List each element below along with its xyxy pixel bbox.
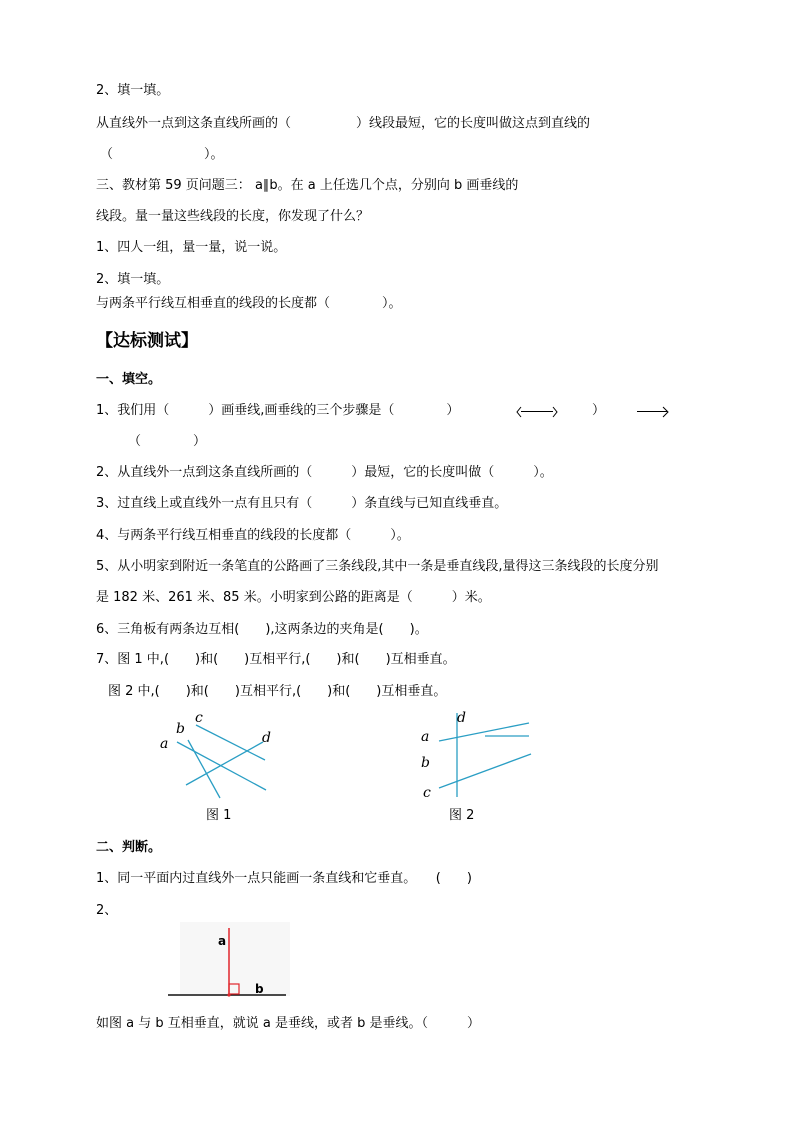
fig1-label-d: d xyxy=(262,730,271,746)
fig1-label-c: c xyxy=(195,710,203,726)
fig3-label-a: a xyxy=(218,934,227,948)
right-arrow-icon xyxy=(637,411,667,412)
judge-2: 2、 xyxy=(96,903,118,918)
figure-3-background xyxy=(180,922,290,996)
section-fill: 一、填空。 xyxy=(96,372,162,387)
question-3: 3、过直线上或直线外一点有且只有（ ）条直线与已知直线垂直。 xyxy=(96,496,508,511)
question-5-cont: 是 182 米、261 米、85 米。小明家到公路的距离是（ ）米。 xyxy=(96,590,491,605)
fig3-label-b: b xyxy=(255,982,264,996)
fig2-label-b: b xyxy=(421,755,430,771)
judge-1: 1、同一平面内过直线外一点只能画一条直线和它垂直。 ( ) xyxy=(96,871,472,886)
question-4: 4、与两条平行线互相垂直的线段的长度都（ ）。 xyxy=(96,528,410,543)
figure-1-caption: 图 1 xyxy=(206,808,232,823)
text-line: 与两条平行线互相垂直的线段的长度都（ ）。 xyxy=(96,296,402,311)
fig1-line-c xyxy=(196,725,265,760)
question-2: 2、从直线外一点到这条直线所画的（ ）最短，它的长度叫做（ ）。 xyxy=(96,465,553,480)
figure-2 xyxy=(415,705,545,805)
figure-3 xyxy=(160,922,300,1002)
judge-2-text: 如图 a 与 b 互相垂直，就说 a 是垂线，或者 b 是垂线。（ ） xyxy=(96,1016,480,1031)
question-1: 1、我们用（ ）画垂线,画垂线的三个步骤是（ ） xyxy=(96,403,460,418)
figure-2-caption: 图 2 xyxy=(449,808,475,823)
question-5: 5、从小明家到附近一条笔直的公路画了三条线段,其中一条是垂直线段,量得这三条线段的长度分别 xyxy=(96,559,659,574)
fig2-line-c xyxy=(439,754,531,788)
section-judge: 二、判断。 xyxy=(96,840,162,855)
text-line: 1、四人一组，量一量，说一说。 xyxy=(96,240,287,255)
section-title: 【达标测试】 xyxy=(96,331,198,351)
fig2-line-a xyxy=(439,723,529,741)
fill-blank-heading: 2、填一填。 xyxy=(96,83,170,98)
question-7: 7、图 1 中,( )和( )互相平行,( )和( )互相垂直。 xyxy=(96,652,456,667)
question-1-close: ） xyxy=(592,403,606,418)
text-line: 线段。量一量这些线段的长度，你发现了什么？ xyxy=(96,209,370,224)
text-line: （ ）。 xyxy=(100,147,224,162)
fig3-foot-point xyxy=(227,993,230,996)
fig2-label-a: a xyxy=(421,729,430,745)
text-line: 从直线外一点到这条直线所画的（ ）线段最短，它的长度叫做这点到直线的 xyxy=(96,116,591,131)
text-line: 2、填一填。 xyxy=(96,272,170,287)
double-arrow-icon xyxy=(521,411,553,412)
fig1-label-b: b xyxy=(176,721,185,737)
question-6: 6、三角板有两条边互相( ),这两条边的夹角是( )。 xyxy=(96,622,428,637)
question-1-cont: （ ） xyxy=(128,434,207,449)
fig1-line-d xyxy=(186,742,263,785)
question-7-cont: 图 2 中,( )和( )互相平行,( )和( )互相垂直。 xyxy=(108,684,447,699)
section-three: 三、教材第 59 页问题三： a∥b。在 a 上任选几个点，分别向 b 画垂线的 xyxy=(96,178,519,193)
fig2-label-c: c xyxy=(423,785,431,801)
fig2-label-d: d xyxy=(457,710,466,726)
fig1-label-a: a xyxy=(160,736,169,752)
